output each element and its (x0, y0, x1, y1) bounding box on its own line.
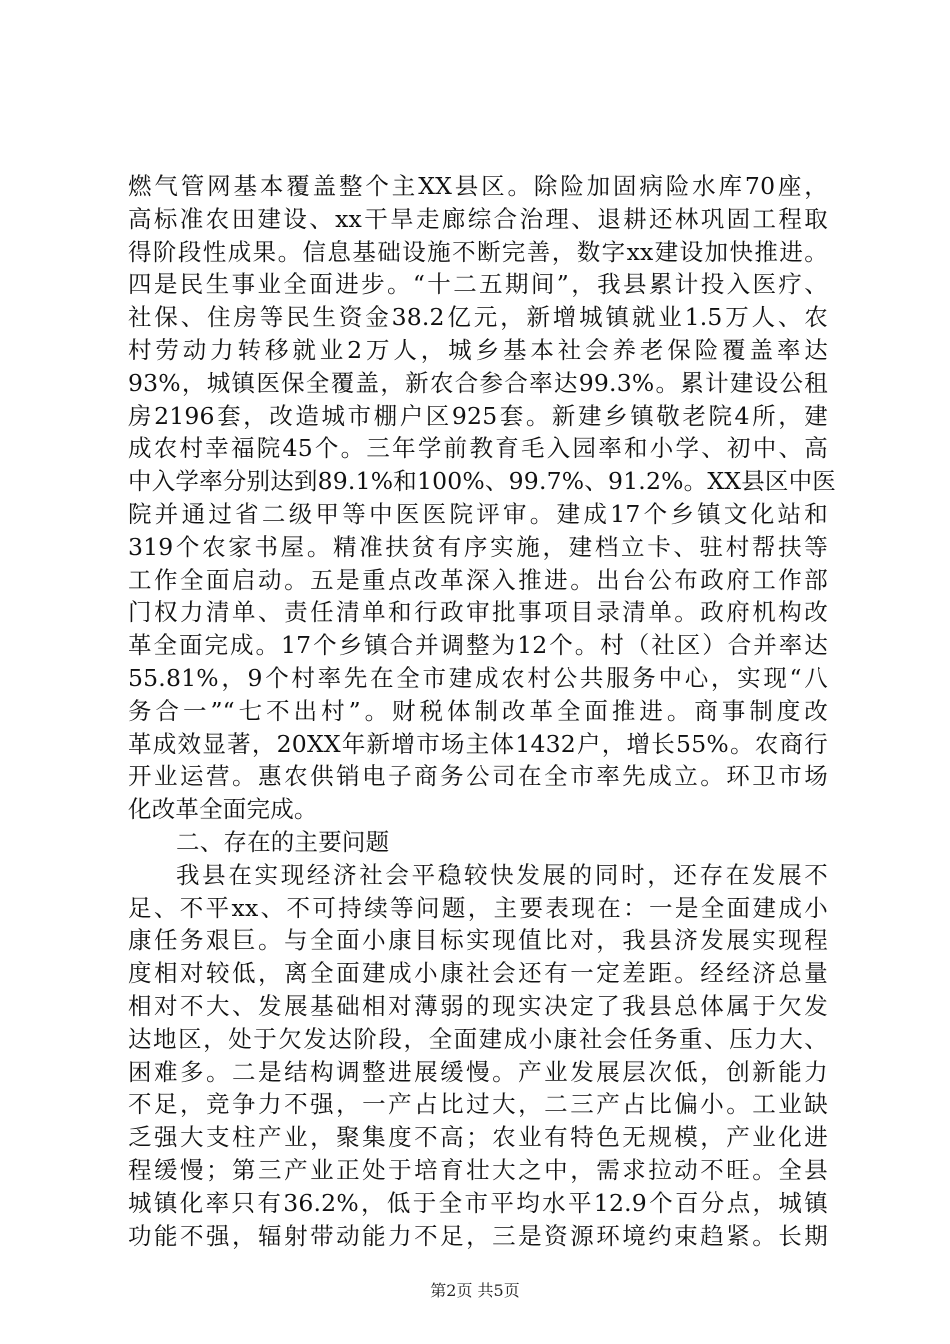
text-line: 革全面完成。17个乡镇合并调整为12个。村（社区）合并率达 (128, 631, 828, 660)
text-line: 319个农家书屋。精准扶贫有序实施，建档立卡、驻村帮扶等 (128, 532, 828, 561)
document-body (128, 170, 837, 1252)
text-line: 房2196套，改造城市棚户区925套。新建乡镇敬老院4所，建 (128, 401, 828, 430)
text-line: 高标准农田建设、xx干旱走廊综合治理、退耕还林巩固工程取 (128, 204, 828, 233)
text-line: 成农村幸福院45个。三年学前教育毛入园率和小学、初中、高 (128, 434, 828, 463)
text-line: 功能不强，辐射带动能力不足，三是资源环境约束趋紧。长期 (128, 1221, 828, 1250)
text-line: 不足，竞争力不强，一产占比过大，二三产占比偏小。工业缺 (128, 1090, 828, 1119)
text-line: 55.81%，9个村率先在全市建成农村公共服务中心，实现“八 (128, 663, 828, 692)
text-line: 革成效显著，20XX年新增市场主体1432户，增长55%。农商行 (128, 729, 828, 758)
text-line: 中入学率分别达到89.1%和100%、99.7%、91.2%。XX县区中医 (128, 467, 837, 496)
text-line: 工作全面启动。五是重点改革深入推进。出台公布政府工作部 (128, 565, 828, 594)
text-line: 93%，城镇医保全覆盖，新农合参合率达99.3%。累计建设公租 (128, 368, 828, 397)
text-line: 燃气管网基本覆盖整个主XX县区。除险加固病险水库70座， (128, 172, 828, 200)
text-line: 化改革全面完成。 (128, 795, 318, 824)
text-line: 村劳动力转移就业2万人，城乡基本社会养老保险覆盖率达 (128, 335, 828, 364)
text-line: 院并通过省二级甲等中医医院评审。建成17个乡镇文化站和 (128, 499, 828, 528)
page-number-footer: 第2页 共5页 (430, 1281, 520, 1300)
text-line: 乏强大支柱产业，聚集度不高；农业有特色无规模，产业化进 (128, 1123, 828, 1152)
text-line: 程缓慢；第三产业正处于培育壮大之中，需求拉动不旺。全县 (128, 1155, 828, 1184)
text-line: 得阶段性成果。信息基础设施不断完善，数字xx建设加快推进。 (128, 237, 828, 266)
text-line: 相对不大、发展基础相对薄弱的现实决定了我县总体属于欠发 (128, 991, 828, 1020)
text-line: 务合一”“七不出村”。财税体制改革全面推进。商事制度改 (128, 696, 828, 725)
text-line: 康任务艰巨。与全面小康目标实现值比对，我县济发展实现程 (128, 926, 828, 955)
paragraph-first-line: 我县在实现经济社会平稳较快发展的同时，还存在发展不 (176, 860, 828, 889)
text-line: 社保、住房等民生资金38.2亿元，新增城镇就业1.5万人、农 (128, 303, 828, 332)
text-line: 足、不平xx、不可持续等问题，主要表现在：一是全面建成小 (128, 893, 828, 922)
text-line: 达地区，处于欠发达阶段，全面建成小康社会任务重、压力大、 (128, 1024, 828, 1053)
text-line: 城镇化率只有36.2%，低于全市平均水平12.9个百分点，城镇 (128, 1188, 828, 1217)
text-line: 四是民生事业全面进步。“十二五期间”，我县累计投入医疗、 (128, 270, 828, 299)
text-line: 困难多。二是结构调整进展缓慢。产业发展层次低，创新能力 (128, 1057, 828, 1086)
text-line: 开业运营。惠农供销电子商务公司在全市率先成立。环卫市场 (128, 762, 828, 791)
section-heading: 二、存在的主要问题 (176, 827, 390, 856)
text-line: 门权力清单、责任清单和行政审批事项目录清单。政府机构改 (128, 598, 828, 627)
text-line: 度相对较低，离全面建成小康社会还有一定差距。经经济总量 (128, 959, 828, 988)
